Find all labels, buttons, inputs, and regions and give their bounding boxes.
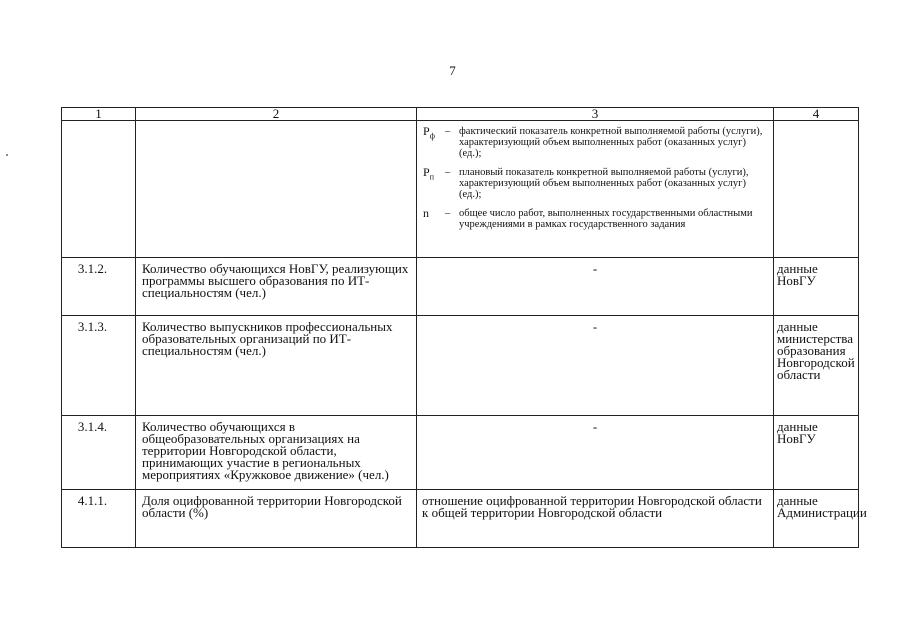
indicator-name: Количество выпускников профессиональных образовательных организаций по ИТ-специальностям (чел.) xyxy=(136,316,417,416)
legend-item xyxy=(423,208,769,230)
page-number: 7 xyxy=(449,63,456,78)
legend-dash: – xyxy=(445,167,451,178)
formula-legend-cell xyxy=(417,121,774,258)
table-header-row xyxy=(62,108,859,121)
indicator-source: данные Администрации xyxy=(774,490,859,548)
header-col-2: 2 xyxy=(136,108,417,121)
indicator-formula: - xyxy=(417,316,774,416)
indicator-formula: отношение оцифрованной территории Новгородской области к общей территории Новгородской области xyxy=(417,490,774,548)
legend-item xyxy=(423,126,769,159)
legend-text: фактический показатель конкретной выполняемой работы (услуги), характеризующий объем выполненных работ (оказанных услуг) (ед.); xyxy=(459,126,763,159)
table-row xyxy=(62,121,859,258)
legend-symbol: $P_п$ xyxy=(423,165,434,182)
table-row xyxy=(62,416,859,490)
table-row xyxy=(62,258,859,316)
legend-dash: – xyxy=(445,126,451,137)
cell-empty xyxy=(774,121,859,258)
legend-text: общее число работ, выполненных государственными областными учреждениями в рамках государственного задания xyxy=(459,208,753,230)
indicator-source: данные НовГУ xyxy=(774,416,859,490)
formula-legend xyxy=(417,121,773,230)
header-col-4: 4 xyxy=(774,108,859,121)
legend-item xyxy=(423,167,769,200)
header-col-1: 1 xyxy=(62,108,136,121)
indicator-name: Количество обучающихся НовГУ, реализующих программы высшего образования по ИТ-специальностям (чел.) xyxy=(136,258,417,316)
indicator-formula: - xyxy=(417,416,774,490)
indicator-number: 4.1.1. xyxy=(62,490,136,548)
legend-symbol: n xyxy=(423,206,429,220)
indicator-table xyxy=(61,106,867,548)
cell-empty xyxy=(62,121,136,258)
scan-speck xyxy=(6,154,8,156)
indicator-name: Количество обучающихся в общеобразовательных организациях на территории Новгородской области, принимающих участие в региональных мероприятиях «Кружковое движение» (чел.) xyxy=(136,416,417,490)
indicator-source: данные министерства образования Новгородской области xyxy=(774,316,859,416)
indicator-number: 3.1.2. xyxy=(62,258,136,316)
legend-text: плановый показатель конкретной выполняемой работы (услуги), характеризующий объем выполненных работ (оказанных услуг) (ед.); xyxy=(459,167,749,200)
indicator-number: 3.1.3. xyxy=(62,316,136,416)
table-row xyxy=(62,490,859,548)
indicator-formula: - xyxy=(417,258,774,316)
legend-dash: – xyxy=(445,208,451,219)
legend-symbol: $P_ф$ xyxy=(423,124,435,141)
indicator-name: Доля оцифрованной территории Новгородской области (%) xyxy=(136,490,417,548)
indicator-source: данные НовГУ xyxy=(774,258,859,316)
indicator-number: 3.1.4. xyxy=(62,416,136,490)
header-col-3: 3 xyxy=(417,108,774,121)
table-row xyxy=(62,316,859,416)
cell-empty xyxy=(136,121,417,258)
